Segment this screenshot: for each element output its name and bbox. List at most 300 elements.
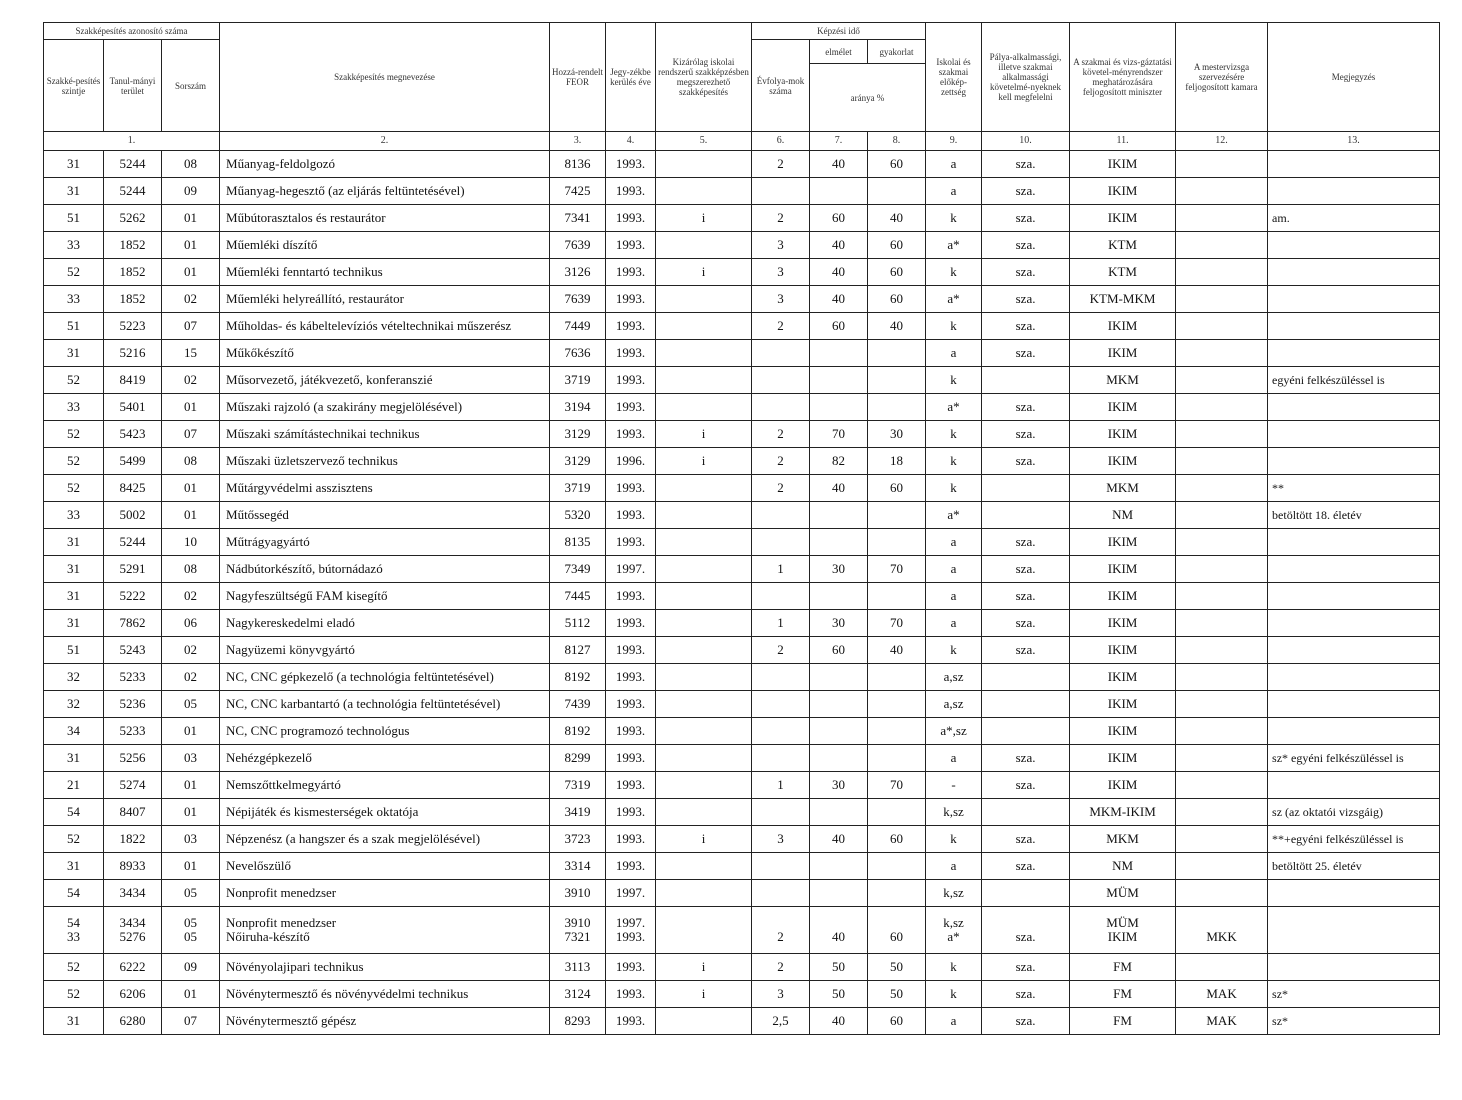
header-ratio: aránya % [810,64,926,132]
practice-cell: 60 [868,232,926,259]
feor-cell: 3113 [550,954,606,981]
minister-cell: IKIM [1070,313,1176,340]
note-cell [1268,286,1440,313]
feor-cell: 3194 [550,394,606,421]
prereq-cell: a [926,853,982,880]
year-cell: 1993. [606,313,656,340]
overlap-line-a [1178,916,1265,930]
name-cell: NC, CNC programozó technológus [220,718,550,745]
name-cell: Nemszőttkelmegyártó [220,772,550,799]
practice-cell [868,799,926,826]
area-cell: 5236 [104,691,162,718]
overlap-line-a: k,sz [943,915,964,930]
practice-cell: 70 [868,556,926,583]
prereq-cell: a [926,745,982,772]
year-cell: 1993. [606,745,656,772]
column-number: 8. [868,132,926,151]
prereq-cell: k,sz [926,880,982,907]
theory-cell [810,664,868,691]
level-cell: 31 [44,340,104,367]
note-cell [1268,151,1440,178]
note-cell: am. [1268,205,1440,232]
years-cell: 2 [752,954,810,981]
years-cell [752,691,810,718]
feor-cell: 3129 [550,448,606,475]
serial-cell: 01 [162,853,220,880]
area-cell: 5002 [104,502,162,529]
level-cell: 52 [44,367,104,394]
suitability-cell: sza. [982,981,1070,1008]
theory-cell: 50 [810,981,868,1008]
header-minister: A szakmai és vizs-gáztatási követel-ményrendszer meghatározására feljogosított miniszter [1070,23,1176,132]
level-cell: 31 [44,1008,104,1035]
overlap-line-a: 54 [67,915,80,930]
feor-cell: 5112 [550,610,606,637]
year-cell: 1993. [606,529,656,556]
level-cell: 32 [44,691,104,718]
school-only-cell [656,313,752,340]
practice-cell [868,583,926,610]
level-cell: 33 [44,502,104,529]
table-row [44,151,1440,178]
table-row [44,178,1440,205]
level-cell: 31 [44,529,104,556]
table-row [44,367,1440,394]
level-cell: 54 [44,880,104,907]
chamber-cell [1176,853,1268,880]
feor-cell: 7319 [550,772,606,799]
overlap-line-b: 40 [832,929,846,944]
area-cell: 1852 [104,232,162,259]
chamber-cell [1176,367,1268,394]
serial-cell: 02 [162,637,220,664]
suitability-cell: sza. [982,853,1070,880]
name-cell: Műanyag-feldolgozó [220,151,550,178]
theory-cell: 82 [810,448,868,475]
theory-cell [810,907,868,954]
serial-cell: 07 [162,313,220,340]
level-cell: 31 [44,178,104,205]
practice-cell [868,664,926,691]
chamber-cell [1176,475,1268,502]
column-number: 11. [1070,132,1176,151]
area-cell: 5262 [104,205,162,232]
table-row [44,691,1440,718]
chamber-cell [1176,205,1268,232]
overlap-line-b [1272,930,1437,944]
area-cell: 8407 [104,799,162,826]
years-cell: 2 [752,313,810,340]
minister-cell: IKIM [1070,610,1176,637]
table-row [44,799,1440,826]
name-cell: Műszaki üzletszervező technikus [220,448,550,475]
header-level: Szakké-pesítés szintje [44,40,104,132]
name-cell: Növénytermesztő és növényvédelmi technikus [220,981,550,1008]
serial-cell: 02 [162,664,220,691]
practice-cell: 50 [868,981,926,1008]
name-cell: Műemléki díszítő [220,232,550,259]
note-cell [1268,556,1440,583]
suitability-cell: sza. [982,205,1070,232]
serial-cell: 03 [162,826,220,853]
feor-cell: 7425 [550,178,606,205]
year-cell: 1993. [606,259,656,286]
level-cell: 34 [44,718,104,745]
prereq-cell: a [926,583,982,610]
table-row [44,502,1440,529]
school-only-cell: i [656,259,752,286]
name-cell: NC, CNC gépkezelő (a technológia feltüntetésével) [220,664,550,691]
level-cell: 32 [44,664,104,691]
minister-cell: IKIM [1070,151,1176,178]
serial-cell: 01 [162,799,220,826]
serial-cell: 09 [162,954,220,981]
suitability-cell [982,691,1070,718]
theory-cell: 40 [810,232,868,259]
feor-cell: 3314 [550,853,606,880]
prereq-cell: a [926,340,982,367]
minister-cell: IKIM [1070,664,1176,691]
prereq-cell: a [926,151,982,178]
school-only-cell: i [656,205,752,232]
years-cell [752,340,810,367]
school-only-cell [656,772,752,799]
overlap-line-a: 3910 [564,915,591,930]
note-cell [1268,529,1440,556]
overlap-line-b: a* [947,929,960,944]
feor-cell: 7639 [550,232,606,259]
minister-cell: IKIM [1070,448,1176,475]
chamber-cell [1176,421,1268,448]
years-cell [752,718,810,745]
level-cell: 31 [44,583,104,610]
note-cell [1268,313,1440,340]
chamber-cell [1176,178,1268,205]
school-only-cell [656,286,752,313]
theory-cell [810,340,868,367]
prereq-cell: k,sz [926,799,982,826]
level-cell: 52 [44,981,104,1008]
suitability-cell: sza. [982,772,1070,799]
header-name: Szakképesítés megnevezése [220,23,550,132]
school-only-cell [656,502,752,529]
practice-cell [868,880,926,907]
year-cell: 1993. [606,286,656,313]
table-row [44,232,1440,259]
area-cell: 8425 [104,475,162,502]
level-cell: 33 [44,232,104,259]
feor-cell: 8299 [550,745,606,772]
table-row [44,394,1440,421]
suitability-cell: sza. [982,394,1070,421]
serial-cell: 07 [162,421,220,448]
note-cell [1268,691,1440,718]
minister-cell: MKM [1070,367,1176,394]
column-number: 4. [606,132,656,151]
column-number: 9. [926,132,982,151]
suitability-cell: sza. [982,610,1070,637]
name-cell: Nehézgépkezelő [220,745,550,772]
years-cell: 2 [752,205,810,232]
practice-cell: 40 [868,313,926,340]
qualification-register-sheet [43,22,1439,1035]
note-cell [1268,340,1440,367]
level-cell: 31 [44,151,104,178]
area-cell: 5223 [104,313,162,340]
area-cell: 5244 [104,529,162,556]
serial-cell: 01 [162,718,220,745]
note-cell [1268,421,1440,448]
note-cell [1268,664,1440,691]
name-cell: Nagykereskedelmi eladó [220,610,550,637]
name-cell: Műszaki rajzoló (a szakirány megjelölésével) [220,394,550,421]
suitability-cell: sza. [982,529,1070,556]
theory-cell [810,691,868,718]
level-cell [44,907,104,954]
practice-cell: 40 [868,205,926,232]
school-only-cell [656,610,752,637]
area-cell: 3434 [104,880,162,907]
prereq-cell: a [926,556,982,583]
table-row [44,745,1440,772]
table-row [44,880,1440,907]
practice-cell: 60 [868,151,926,178]
feor-cell: 3126 [550,259,606,286]
theory-cell [810,853,868,880]
table-row [44,718,1440,745]
table-row [44,637,1440,664]
serial-cell: 03 [162,745,220,772]
year-cell: 1993. [606,1008,656,1035]
note-cell [1268,232,1440,259]
serial-cell: 01 [162,502,220,529]
feor-cell: 8192 [550,718,606,745]
school-only-cell: i [656,826,752,853]
theory-cell: 60 [810,637,868,664]
minister-cell: IKIM [1070,394,1176,421]
area-cell: 5233 [104,718,162,745]
chamber-cell [1176,448,1268,475]
practice-cell [868,907,926,954]
overlap-line-b: 05 [184,929,197,944]
theory-cell: 40 [810,826,868,853]
column-number: 10. [982,132,1070,151]
area-cell: 6280 [104,1008,162,1035]
chamber-cell [1176,880,1268,907]
chamber-cell [1176,394,1268,421]
feor-cell: 8135 [550,529,606,556]
area-cell: 5401 [104,394,162,421]
suitability-cell [982,799,1070,826]
chamber-cell [1176,340,1268,367]
year-cell: 1993. [606,421,656,448]
suitability-cell [982,475,1070,502]
area-cell: 5499 [104,448,162,475]
area-cell: 5423 [104,421,162,448]
chamber-cell [1176,799,1268,826]
practice-cell: 30 [868,421,926,448]
note-cell: sz (az oktatói vizsgáig) [1268,799,1440,826]
school-only-cell [656,664,752,691]
feor-cell: 3719 [550,475,606,502]
school-only-cell [656,529,752,556]
overlap-line-b: sza. [1015,929,1036,944]
header-years-count: Évfolya-mok száma [752,40,810,132]
serial-cell: 10 [162,529,220,556]
level-cell: 51 [44,313,104,340]
suitability-cell: sza. [982,421,1070,448]
header-year: Jegy-zékbe kerülés éve [606,23,656,132]
area-cell: 5233 [104,664,162,691]
chamber-cell [1176,637,1268,664]
overlap-line-b: 7321 [564,929,591,944]
area-cell: 5222 [104,583,162,610]
overlap-line-a: 1997. [615,915,646,930]
chamber-cell [1176,718,1268,745]
years-cell [752,367,810,394]
year-cell: 1993. [606,205,656,232]
minister-cell: MKM-IKIM [1070,799,1176,826]
table-row [44,313,1440,340]
level-cell: 31 [44,745,104,772]
theory-cell: 30 [810,610,868,637]
prereq-cell: a* [926,232,982,259]
prereq-cell: a,sz [926,664,982,691]
column-number: 13. [1268,132,1440,151]
minister-cell: MÜM [1070,880,1176,907]
header-prereq: Iskolai és szakmai előkép-zettség [926,23,982,132]
suitability-cell: sza. [982,259,1070,286]
prereq-cell: k [926,313,982,340]
overlap-line-b [658,930,749,944]
chamber-cell [1176,151,1268,178]
years-cell: 3 [752,826,810,853]
chamber-cell [1176,313,1268,340]
table-row [44,583,1440,610]
year-cell: 1993. [606,691,656,718]
level-cell: 21 [44,772,104,799]
overlap-line-a [1272,916,1437,930]
table-row [44,826,1440,853]
theory-cell [810,178,868,205]
feor-cell: 7349 [550,556,606,583]
years-cell: 1 [752,556,810,583]
year-cell: 1993. [606,475,656,502]
prereq-cell: k [926,367,982,394]
table-row [44,610,1440,637]
theory-cell: 60 [810,313,868,340]
years-cell [752,502,810,529]
header-suitability: Pálya-alkalmassági, illetve szakmai alkalmassági követelmé-nyeknek kell megfelelni [982,23,1070,132]
years-cell: 2 [752,448,810,475]
note-cell [1268,954,1440,981]
minister-cell: IKIM [1070,583,1176,610]
overlap-line-b: 33 [67,929,80,944]
suitability-cell [982,880,1070,907]
practice-cell [868,502,926,529]
header-school-only: Kizárólag iskolai rendszerű szakképzésben megszerezhető szakképesítés [656,23,752,132]
note-cell [1268,637,1440,664]
theory-cell [810,799,868,826]
suitability-cell [982,907,1070,954]
name-cell: Népijáték és kismesterségek oktatója [220,799,550,826]
years-cell: 1 [752,610,810,637]
school-only-cell [656,718,752,745]
serial-cell: 06 [162,610,220,637]
header-notes: Megjegyzés [1268,23,1440,132]
name-cell [220,907,550,954]
level-cell: 52 [44,475,104,502]
years-cell: 3 [752,981,810,1008]
year-cell: 1993. [606,394,656,421]
name-cell: Műtrágyagyártó [220,529,550,556]
table-row [44,340,1440,367]
table-row [44,448,1440,475]
area-cell: 5256 [104,745,162,772]
year-cell: 1996. [606,448,656,475]
prereq-cell: - [926,772,982,799]
header-feor: Hozzá-rendelt FEOR [550,23,606,132]
header-chamber: A mestervizsga szervezésére feljogosított kamara [1176,23,1268,132]
feor-cell: 8192 [550,664,606,691]
year-cell: 1993. [606,583,656,610]
minister-cell: IKIM [1070,556,1176,583]
serial-cell: 02 [162,583,220,610]
theory-cell [810,718,868,745]
suitability-cell: sza. [982,232,1070,259]
year-cell: 1997. [606,880,656,907]
feor-cell: 7341 [550,205,606,232]
prereq-cell [926,907,982,954]
theory-cell: 40 [810,1008,868,1035]
suitability-cell: sza. [982,637,1070,664]
theory-cell: 40 [810,475,868,502]
prereq-cell: a* [926,394,982,421]
school-only-cell: i [656,421,752,448]
serial-cell: 07 [162,1008,220,1035]
minister-cell: KTM [1070,232,1176,259]
suitability-cell: sza. [982,826,1070,853]
years-cell [752,394,810,421]
minister-cell: IKIM [1070,772,1176,799]
note-cell: **+egyéni felkészüléssel is [1268,826,1440,853]
feor-cell: 3719 [550,367,606,394]
school-only-cell [656,1008,752,1035]
header-group-id: Szakképesítés azonosító száma [44,23,220,40]
prereq-cell: a [926,529,982,556]
note-cell: sz* [1268,981,1440,1008]
chamber-cell [1176,772,1268,799]
overlap-line-b: 60 [890,929,904,944]
years-cell [752,529,810,556]
table-row [44,853,1440,880]
school-only-cell [656,367,752,394]
serial-cell: 01 [162,981,220,1008]
chamber-cell: MAK [1176,1008,1268,1035]
years-cell [752,745,810,772]
school-only-cell [656,907,752,954]
level-cell: 31 [44,853,104,880]
column-number: 1. [44,132,220,151]
name-cell: Műemléki fenntartó technikus [220,259,550,286]
serial-cell: 05 [162,691,220,718]
school-only-cell [656,151,752,178]
suitability-cell: sza. [982,448,1070,475]
table-body [44,151,1440,1035]
area-cell: 1822 [104,826,162,853]
school-only-cell: i [656,954,752,981]
year-cell: 1993. [606,772,656,799]
